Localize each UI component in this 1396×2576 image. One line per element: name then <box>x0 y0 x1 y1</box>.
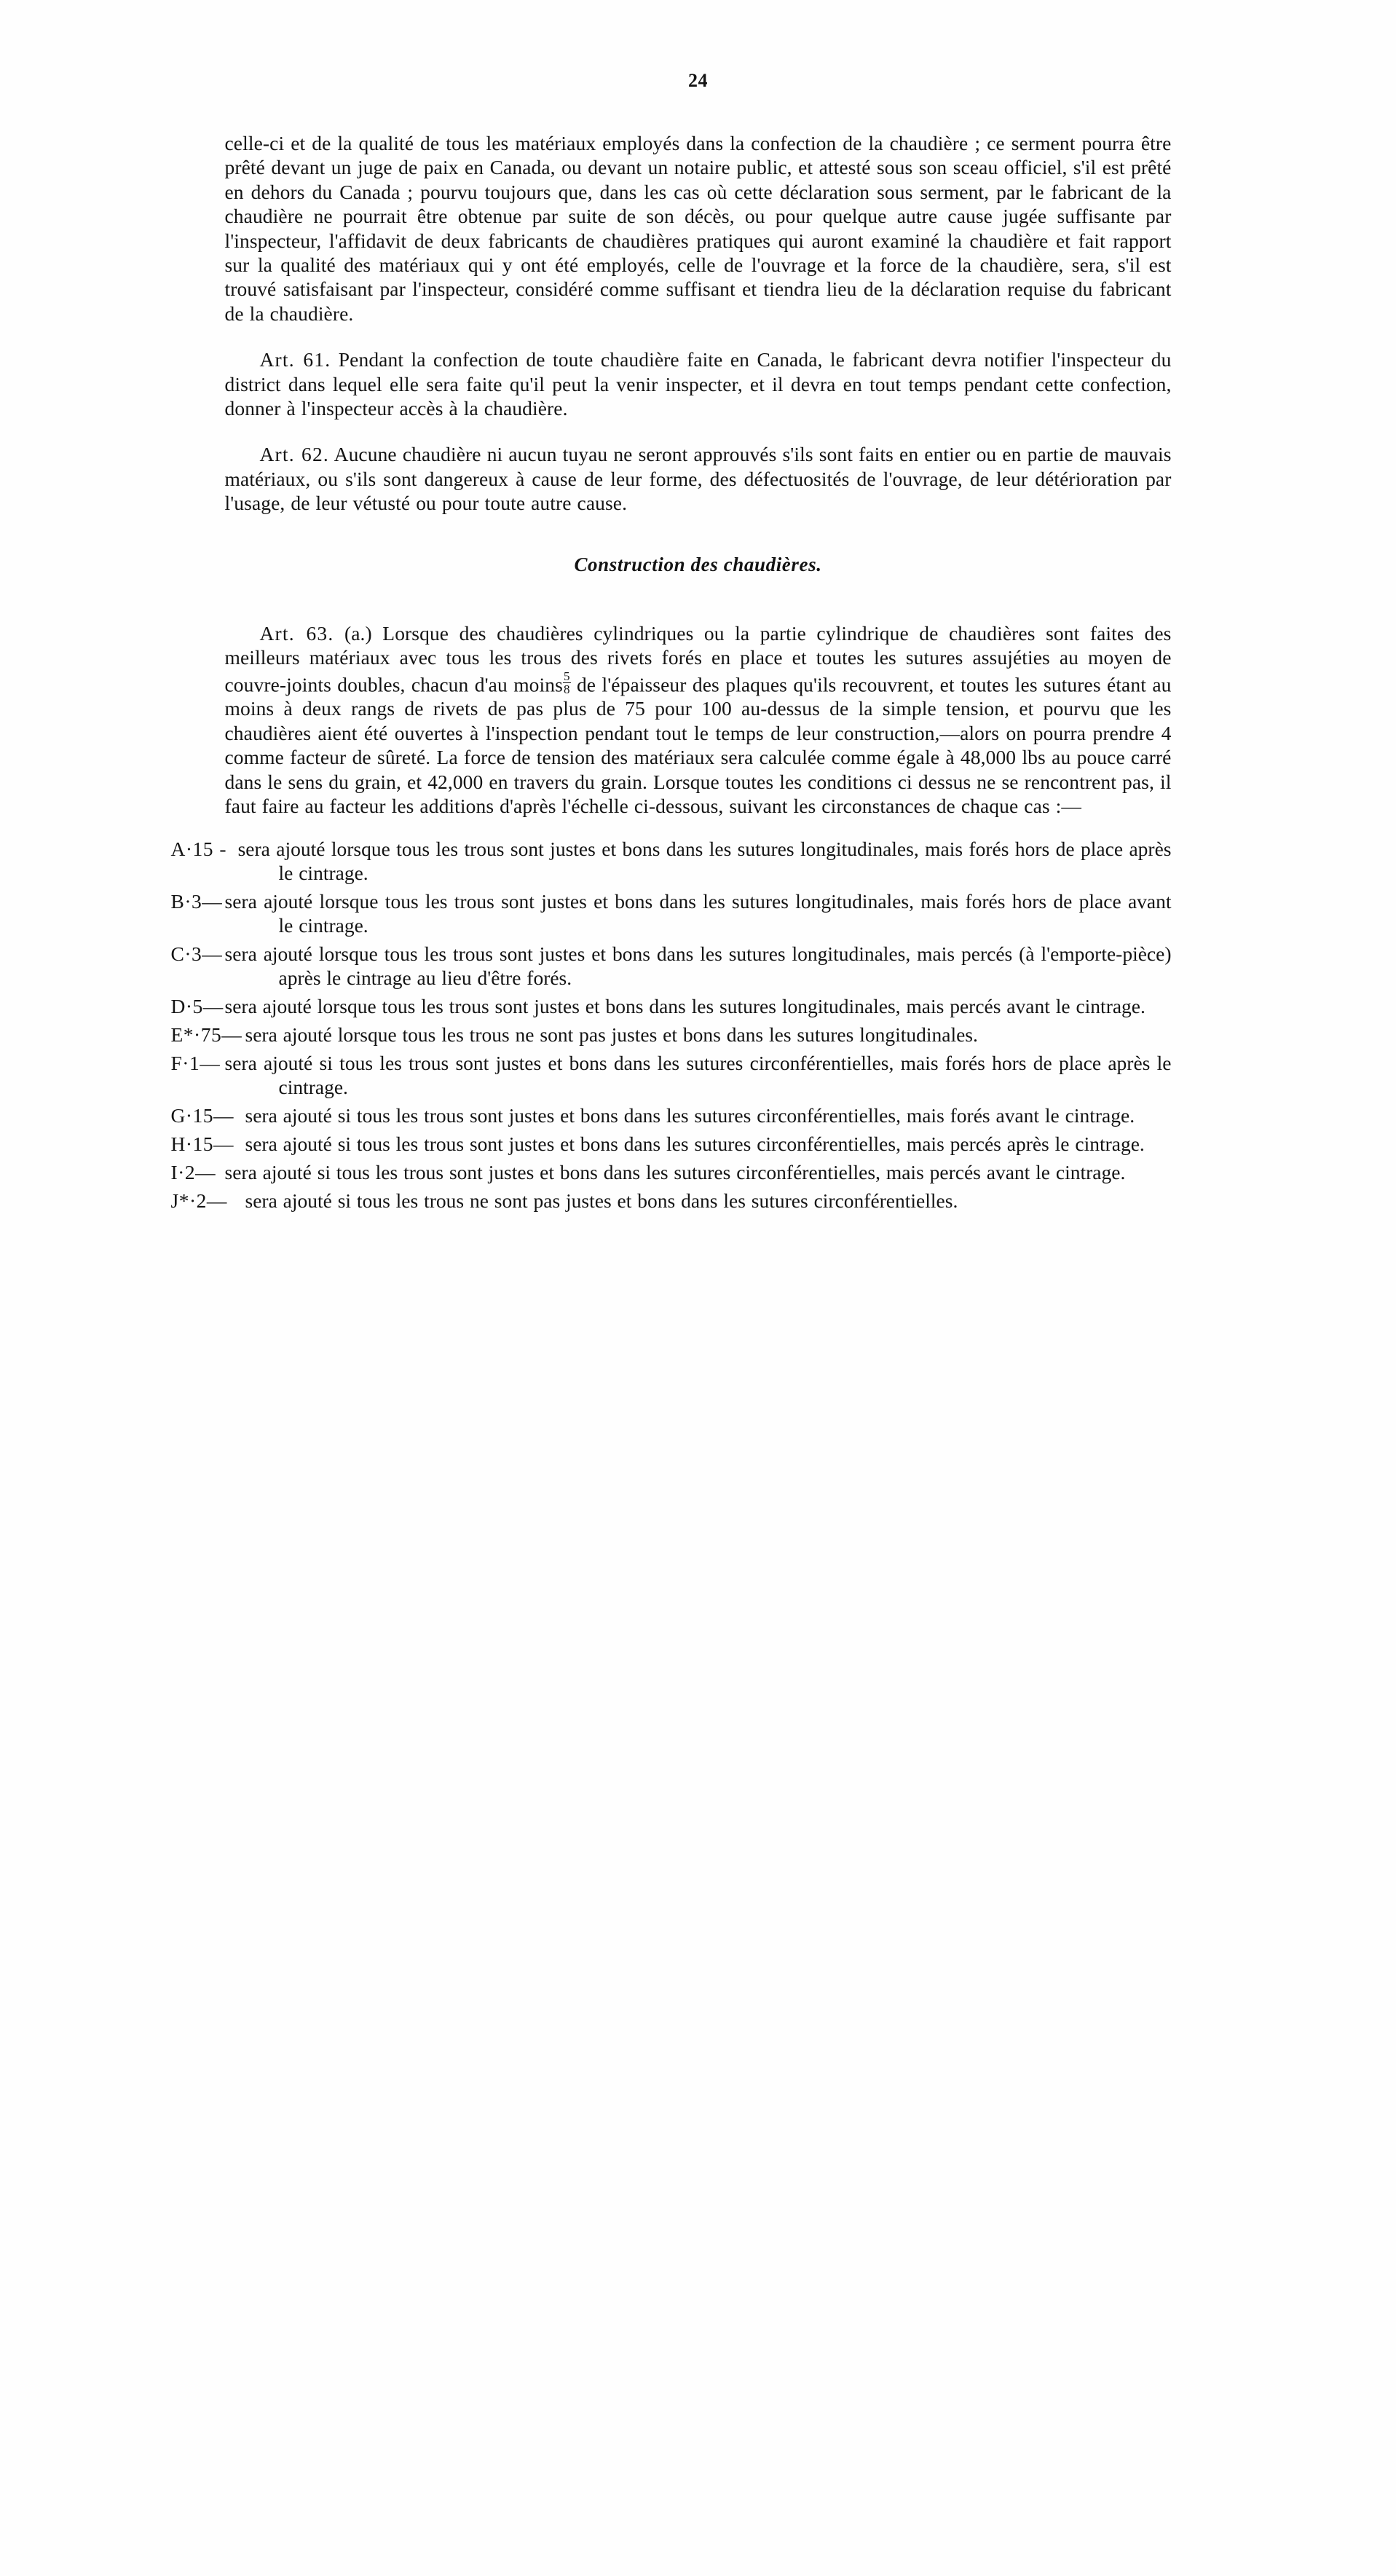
scale-item-code: G·15— <box>170 1104 234 1127</box>
scale-item-text: sera ajouté lorsque tous les trous sont justes et bons dans les sutures longitudinales, mais forés hors de place après le cintrage. <box>237 838 1172 885</box>
scale-additions-list <box>170 837 1172 1213</box>
article-61 <box>225 347 1172 420</box>
scale-item-text: sera ajouté lorsque tous les trous sont justes et bons dans les sutures longitudinales, mais percés (à l'emporte-pièce) après le cintrage au lieu d'être forés. <box>224 942 1172 990</box>
scale-item-text: sera ajouté si tous les trous sont justes et bons dans les sutures circonférentielles, mais percés après le cintrage. <box>245 1133 1145 1156</box>
article-63 <box>225 621 1172 819</box>
section-heading: Construction des chaudières. <box>574 553 822 575</box>
article-62-text: Aucune chaudière ni aucun tuyau ne seront approuvés s'ils sont faits en entier ou en partie de mauvais matériaux, ou s'ils sont dangereux à cause de leur forme, des défectuosités de l'ouvrage, de leur détérioration par l'usage, de leur vétusté ou pour toute autre cause. <box>224 443 1172 515</box>
article-63-number: Art. 63. <box>259 621 334 645</box>
scale-item-code: J*·2— <box>170 1189 227 1213</box>
scale-item-text: sera ajouté lorsque tous les trous sont justes et bons dans les sutures longitudinales, mais forés hors de place avant le cintrage. <box>224 890 1172 937</box>
list-item: C·3— sera ajouté lorsque tous les trous sont justes et bons dans les sutures longitudinales, mais percés (à l'emporte-pièce) après le cintrage au lieu d'être forés. <box>170 942 1172 990</box>
page-number: 24 <box>688 70 708 91</box>
article-62-number: Art. 62. <box>259 443 330 466</box>
scale-item-code: A·15 - <box>170 838 227 861</box>
article-63-text-part2: de l'épaisseur des plaques qu'ils recouvrent, et toutes les sutures étant au moins à deux rangs de rivets de pas plus de 75 pour 100 au-dessus de la simple tension, et pourvu que les chaudières aient été ouvertes à l'inspection pendant tout le temps de leur construction,—alors on pourra prendre 4 comme facteur de sûreté. La force de tension des matériaux sera calculée comme égale à 48,000 lbs au pouce carré dans le sens du grain, et 42,000 en travers du grain. Lorsque toutes les conditions ci dessus ne se rencontrent pas, il faut faire au facteur les additions d'après l'échelle ci-dessous, suivant les circonstances de chaque cas :— <box>224 673 1172 818</box>
list-item: B·3— sera ajouté lorsque tous les trous sont justes et bons dans les sutures longitudinales, mais forés hors de place avant le cintrage. <box>170 890 1172 937</box>
list-item: F·1— sera ajouté si tous les trous sont justes et bons dans les sutures circonférentielles, mais forés hors de place après le cintrage. <box>170 1052 1172 1099</box>
scale-item-text: sera ajouté lorsque tous les trous ne sont pas justes et bons dans les sutures longitudinales. <box>245 1023 978 1047</box>
fraction-numerator: 5 <box>563 669 570 683</box>
article-61-number: Art. 61. <box>259 348 331 371</box>
list-item <box>170 837 1172 885</box>
scale-item-text: sera ajouté si tous les trous sont justes et bons dans les sutures circonférentielles, mais percés avant le cintrage. <box>224 1161 1126 1184</box>
page-body <box>170 131 1172 1213</box>
scale-item-text: sera ajouté si tous les trous sont justes et bons dans les sutures circonférentielles, mais forés avant le cintrage. <box>245 1104 1135 1127</box>
scale-item-text: sera ajouté si tous les trous sont justes et bons dans les sutures circonférentielles, mais forés hors de place après le cintrage. <box>224 1052 1172 1099</box>
fraction-five-eighths <box>563 670 571 696</box>
article-63-subsection: (a.) <box>344 621 372 645</box>
scale-item-text: sera ajouté lorsque tous les trous sont justes et bons dans les sutures longitudinales, mais percés avant le cintrage. <box>224 995 1145 1018</box>
list-item: I·2— sera ajouté si tous les trous sont justes et bons dans les sutures circonférentielles, mais percés avant le cintrage. <box>170 1161 1126 1184</box>
paragraph-continuation: celle-ci et de la qualité de tous les matériaux employés dans la confection de la chaudière ; ce serment pourra être prêté devant un juge de paix en Canada, ou devant un notaire public, et attesté sous son sceau officiel, s'il est prêté en dehors du Canada ; pourvu toujours que, dans les cas où cette déclaration sous serment, par le fabricant de la chaudière ne pourrait être obtenue par suite de son décès, ou pour quelque autre cause jugée suffisante par l'inspecteur, l'affidavit de deux fabricants de chaudières pratiques qui auront examiné la chaudière et fait rapport sur la qualité des matériaux qui y ont été employés, celle de l'ouvrage et la force de la chaudière, sera, s'il est trouvé satisfaisant par l'inspecteur, considéré comme suffisant et tiendra lieu de la déclaration requise du fabricant de la chaudière. <box>224 132 1172 325</box>
scale-item-code: E*·75— <box>170 1023 242 1047</box>
list-item <box>170 1103 1172 1127</box>
article-61-text: Pendant la confection de toute chaudière faite en Canada, le fabricant devra notifier l'inspecteur du district dans lequel elle sera faite qu'il peut la venir inspecter, et il devra en tout temps pendant cette confection, donner à l'inspecteur accès à la chaudière. <box>224 348 1172 420</box>
list-item <box>170 1189 1172 1213</box>
list-item <box>170 1132 1172 1156</box>
list-item <box>170 1023 1172 1047</box>
fraction-denominator: 8 <box>563 682 570 696</box>
scale-item-code: H·15— <box>170 1133 234 1156</box>
article-63-text-part1: Lorsque des chaudières cylindriques ou la partie cylindrique de chaudières sont faites des meilleurs matériaux avec tous les trous des rivets forés en place et toutes les sutures assujéties au moyen de couvre-joints doubles, chacun d'au moins <box>224 621 1172 696</box>
article-62 <box>225 442 1172 515</box>
scale-item-text: sera ajouté si tous les trous ne sont pas justes et bons dans les sutures circonférentielles. <box>245 1189 958 1213</box>
list-item: D·5—sera ajouté lorsque tous les trous sont justes et bons dans les sutures longitudinales, mais percés avant le cintrage. <box>170 995 1145 1018</box>
